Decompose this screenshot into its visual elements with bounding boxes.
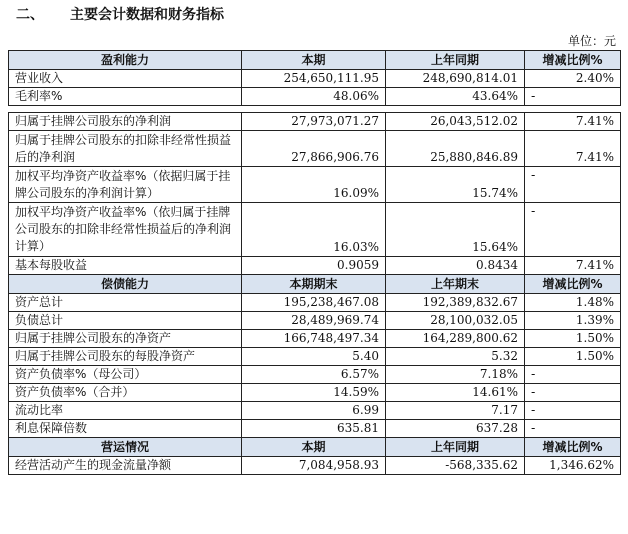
current-value: 16.09%: [242, 167, 386, 203]
table-header-row: [9, 51, 621, 70]
current-value: 195,238,467.08: [242, 294, 386, 312]
table-row: [9, 330, 621, 348]
row-label: 资产总计: [9, 294, 242, 312]
column-header: 上年期末: [386, 275, 525, 294]
current-value: 6.57%: [242, 366, 386, 384]
table-row: [9, 294, 621, 312]
row-label: 资产负债率%（母公司）: [9, 366, 242, 384]
row-label: 经营活动产生的现金流量净额: [9, 457, 242, 475]
prior-value: 25,880,846.89: [386, 131, 525, 167]
current-value: 27,866,906.76: [242, 131, 386, 167]
prior-value: 637.28: [386, 420, 525, 438]
column-header: 本期: [242, 438, 386, 457]
current-value: 28,489,969.74: [242, 312, 386, 330]
current-value: 16.03%: [242, 203, 386, 257]
table-row: [9, 88, 621, 106]
change-percent: 7.41%: [525, 131, 621, 167]
prior-value: 15.74%: [386, 167, 525, 203]
table-row: [9, 457, 621, 475]
current-value: 254,650,111.95: [242, 70, 386, 88]
table-row: [9, 167, 621, 203]
row-label: 流动比率: [9, 402, 242, 420]
table-row: [9, 384, 621, 402]
table-row: [9, 402, 621, 420]
column-header: 增减比例%: [525, 51, 621, 70]
change-percent: -: [525, 203, 621, 257]
change-percent: -: [525, 366, 621, 384]
current-value: 48.06%: [242, 88, 386, 106]
change-percent: 2.40%: [525, 70, 621, 88]
table-row: [9, 420, 621, 438]
column-header: 盈利能力: [9, 51, 242, 70]
change-percent: -: [525, 384, 621, 402]
row-label: 归属于挂牌公司股东的净利润: [9, 113, 242, 131]
prior-value: 248,690,814.01: [386, 70, 525, 88]
column-header: 偿债能力: [9, 275, 242, 294]
row-label: 营业收入: [9, 70, 242, 88]
row-label: 加权平均净资产收益率%（依据归属于挂牌公司股东的净利润计算）: [9, 167, 242, 203]
table-row: [9, 348, 621, 366]
table-row: [9, 70, 621, 88]
table-header-row: [9, 275, 621, 294]
prior-value: 164,289,800.62: [386, 330, 525, 348]
current-value: 14.59%: [242, 384, 386, 402]
table-row: [9, 257, 621, 275]
table-row: [9, 203, 621, 257]
row-label: 资产负债率%（合并）: [9, 384, 242, 402]
section-title: 主要会计数据和财务指标: [70, 7, 224, 23]
table-header-row: [9, 438, 621, 457]
current-value: 5.40: [242, 348, 386, 366]
change-percent: -: [525, 420, 621, 438]
financial-data-table: [8, 50, 621, 475]
change-percent: 1.50%: [525, 348, 621, 366]
section-heading: [16, 4, 224, 24]
row-label: 毛利率%: [9, 88, 242, 106]
current-value: 166,748,497.34: [242, 330, 386, 348]
column-header: 增减比例%: [525, 275, 621, 294]
spacer-row: [9, 106, 621, 113]
column-header: 本期期末: [242, 275, 386, 294]
change-percent: 7.41%: [525, 257, 621, 275]
prior-value: 7.17: [386, 402, 525, 420]
row-label: 归属于挂牌公司股东的每股净资产: [9, 348, 242, 366]
prior-value: 15.64%: [386, 203, 525, 257]
row-label: 归属于挂牌公司股东的净资产: [9, 330, 242, 348]
prior-value: 14.61%: [386, 384, 525, 402]
current-value: 6.99: [242, 402, 386, 420]
row-label: 加权平均净资产收益率%（依归属于挂牌公司股东的扣除非经常性损益后的净利润计算）: [9, 203, 242, 257]
column-header: 营运情况: [9, 438, 242, 457]
table-row: [9, 366, 621, 384]
table-row: [9, 131, 621, 167]
current-value: 7,084,958.93: [242, 457, 386, 475]
prior-value: -568,335.62: [386, 457, 525, 475]
table-row: [9, 113, 621, 131]
prior-value: 192,389,832.67: [386, 294, 525, 312]
row-label: 归属于挂牌公司股东的扣除非经常性损益后的净利润: [9, 131, 242, 167]
change-percent: 1.50%: [525, 330, 621, 348]
prior-value: 43.64%: [386, 88, 525, 106]
row-label: 利息保障倍数: [9, 420, 242, 438]
prior-value: 5.32: [386, 348, 525, 366]
prior-value: 7.18%: [386, 366, 525, 384]
current-value: 27,973,071.27: [242, 113, 386, 131]
unit-label: 单位：元: [567, 34, 616, 48]
prior-value: 26,043,512.02: [386, 113, 525, 131]
column-header: 本期: [242, 51, 386, 70]
change-percent: 1.48%: [525, 294, 621, 312]
table-row: [9, 312, 621, 330]
change-percent: 1.39%: [525, 312, 621, 330]
change-percent: 7.41%: [525, 113, 621, 131]
section-number: 二、: [16, 7, 44, 23]
prior-value: 28,100,032.05: [386, 312, 525, 330]
change-percent: -: [525, 167, 621, 203]
change-percent: -: [525, 402, 621, 420]
change-percent: 1,346.62%: [525, 457, 621, 475]
change-percent: -: [525, 88, 621, 106]
row-label: 基本每股收益: [9, 257, 242, 275]
prior-value: 0.8434: [386, 257, 525, 275]
column-header: 上年同期: [386, 51, 525, 70]
row-label: 负债总计: [9, 312, 242, 330]
column-header: 上年同期: [386, 438, 525, 457]
column-header: 增减比例%: [525, 438, 621, 457]
current-value: 635.81: [242, 420, 386, 438]
current-value: 0.9059: [242, 257, 386, 275]
